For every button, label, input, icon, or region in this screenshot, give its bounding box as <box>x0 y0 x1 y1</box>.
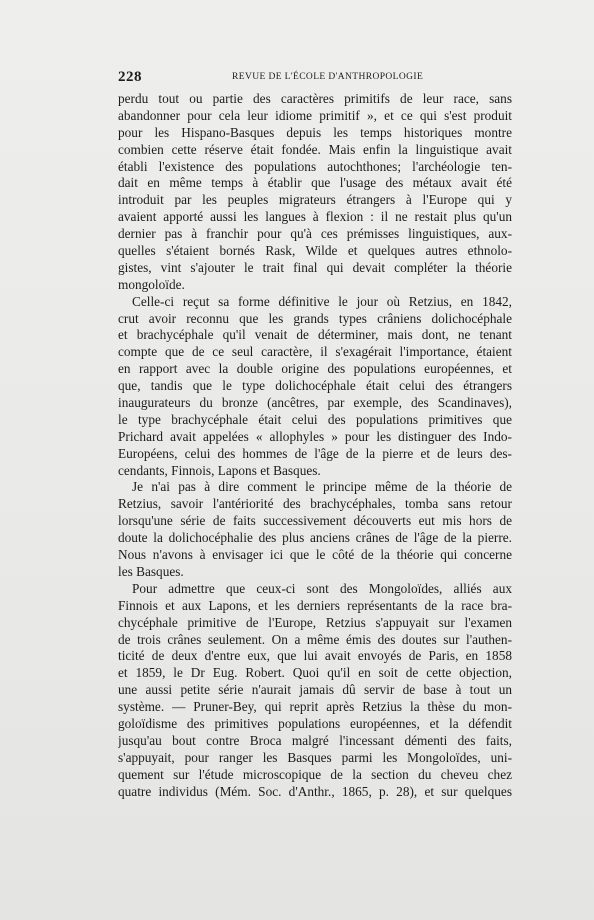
text-line: et brachycéphale qu'il venait de déterminer, mais dont, ne tenant <box>118 327 512 343</box>
body-text <box>118 91 512 800</box>
text-line: chycéphale primitive de l'Europe, Retzius s'appuyait sur l'examen <box>118 614 512 630</box>
text-line: inaugurateurs du bronze (ancêtres, par exemple, des Scandinaves), <box>118 395 512 411</box>
text-line: de trois crânes seulement. On a même émis des doutes sur l'authen- <box>118 631 512 647</box>
text-line: que, tandis que le type dolichocéphale était celui des étrangers <box>118 378 512 394</box>
text-line: une aussi petite série n'aurait jamais dû servir de base à tout un <box>118 682 512 698</box>
text-line: doute la dolichocéphalie des plus anciens crânes de l'âge de la pierre. <box>118 530 512 546</box>
text-line: avaient apporté aussi les langues à flexion : il ne restait plus qu'un <box>118 209 512 225</box>
text-line: combien cette réserve était fondée. Mais enfin la linguistique avait <box>118 141 512 157</box>
text-line: abandonner pour cela leur idiome primitif », et ce qui s'est produit <box>118 107 512 123</box>
text-line: Prichard avait appelées « allophyles » pour les distinguer des Indo- <box>118 428 512 444</box>
text-line: ticité de deux d'entre eux, que lui avait envoyés de Paris, en 1858 <box>118 648 512 664</box>
text-line: goloïdisme des primitives populations européennes, et la défendit <box>118 715 512 731</box>
text-line: crut avoir reconnu que les grands types crâniens dolichocéphale <box>118 310 512 326</box>
text-line: Finnois et aux Lapons, et les derniers représentants de la race bra- <box>118 597 512 613</box>
text-line: établi l'existence des populations autochthones; l'archéologie ten- <box>118 158 512 174</box>
text-line: gistes, vint s'ajouter le trait final qui devait compléter la théorie <box>118 259 512 275</box>
paragraph-1 <box>118 91 512 294</box>
text-line: le type brachycéphale était celui des populations primitives que <box>118 411 512 427</box>
text-line: quement sur l'étude microscopique de la section du cheveu chez <box>118 766 512 782</box>
text-line: en rapport avec la double origine des populations européennes, et <box>118 361 512 377</box>
text-line: compte que de ce seul caractère, il s'exagérait l'importance, étaient <box>118 344 512 360</box>
text-line: Je n'ai pas à dire comment le principe même de la théorie de <box>132 479 512 495</box>
running-head: REVUE DE L'ÉCOLE D'ANTHROPOLOGIE <box>232 72 424 82</box>
paragraph-2 <box>118 294 512 480</box>
text-line: cendants, Finnois, Lapons et Basques. <box>118 462 321 478</box>
text-line: quatre individus (Mém. Soc. d'Anthr., 1865, p. 28), et sur quelques <box>118 783 512 799</box>
paragraph-4 <box>118 581 512 801</box>
text-line: perdu tout ou partie des caractères primitifs de leur race, sans <box>118 91 512 106</box>
text-line: système. — Pruner-Bey, qui reprit après Retzius la thèse du mon- <box>118 699 512 715</box>
text-line: dernier pas à franchir pour qu'à ces prémisses linguistiques, aux- <box>118 226 512 242</box>
text-line: quelles s'étaient bornés Rask, Wilde et quelques autres ethnolo- <box>118 243 512 259</box>
paragraph-3 <box>118 479 512 580</box>
text-line: s'appuyait, pour ranger les Basques parmi les Mongoloïdes, uni- <box>118 749 512 765</box>
text-line: mongoloïde. <box>118 276 185 292</box>
page-header <box>118 69 512 87</box>
text-line: Retzius, savoir l'antériorité des brachycéphales, tomba sans retour <box>118 496 512 512</box>
text-line: jusqu'au bout contre Broca malgré l'incessant démenti des faits, <box>118 732 512 748</box>
text-line: Celle-ci reçut sa forme définitive le jour où Retzius, en 1842, <box>132 293 512 309</box>
text-line: Pour admettre que ceux-ci sont des Mongoloïdes, alliés aux <box>132 580 512 596</box>
text-line: introduit par les peuples migrateurs étrangers à l'Europe qui y <box>118 192 512 208</box>
text-line: Nous n'avons à envisager ici que le côté de la théorie qui concerne <box>118 547 512 563</box>
text-line: les Basques. <box>118 563 184 579</box>
text-line: Européens, celui des hommes de l'âge de la pierre et de leurs des- <box>118 445 512 461</box>
text-line: pour les Hispano-Basques depuis les temps historiques montre <box>118 124 512 140</box>
text-line: dait en même temps à établir que l'usage des métaux avait été <box>118 175 512 191</box>
page-number: 228 <box>118 69 142 85</box>
text-line: lorsqu'une série de faits successivement découverts eut mis hors de <box>118 513 512 529</box>
text-line: et 1859, le Dr Eug. Robert. Quoi qu'il en soit de cette objection, <box>118 665 512 681</box>
